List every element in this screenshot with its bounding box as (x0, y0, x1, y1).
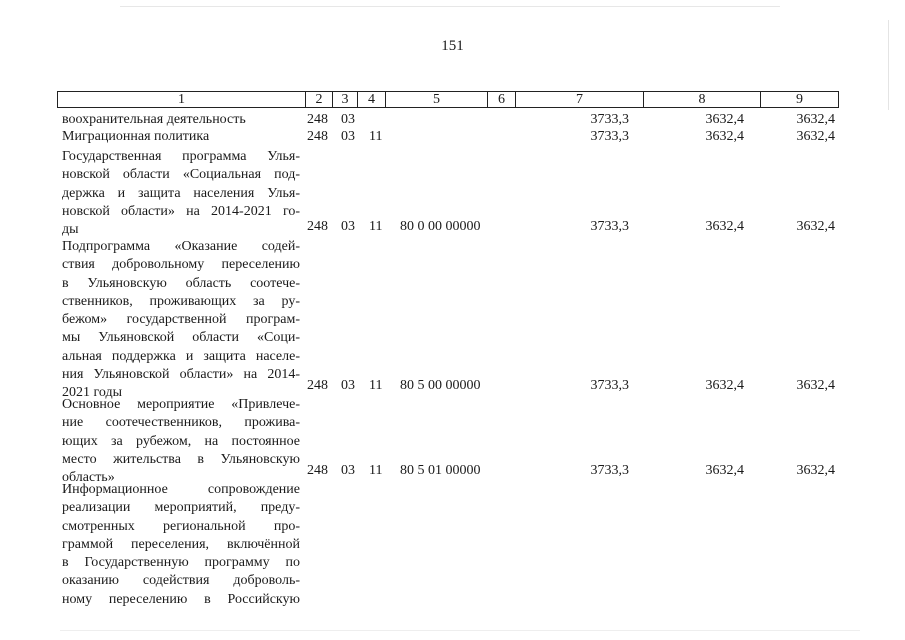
cell-col5: 80 5 00 00000 (400, 378, 481, 393)
cell-col8: 3632,4 (705, 112, 744, 127)
cell-col2: 248 (307, 463, 328, 478)
description-line: место жительства в Ульяновскую (62, 451, 300, 467)
column-header-2: 2 (306, 92, 333, 108)
column-header-6: 6 (488, 92, 516, 108)
scan-artifact (60, 630, 860, 631)
cell-col9: 3632,4 (796, 129, 835, 144)
scan-artifact (888, 20, 889, 110)
row-description (62, 238, 300, 403)
cell-col2: 248 (307, 378, 328, 393)
column-header-5: 5 (386, 92, 488, 108)
cell-col9: 3632,4 (796, 378, 835, 393)
description-line: новской области «Социальная под- (62, 167, 300, 183)
cell-col8: 3632,4 (705, 463, 744, 478)
cell-col3: 03 (341, 219, 355, 234)
cell-col2: 248 (307, 219, 328, 234)
description-line: Миграционная политика (62, 129, 210, 144)
description-line: ды (62, 222, 79, 238)
row-description (62, 128, 300, 146)
description-line: держка и защита населения Улья- (62, 185, 300, 201)
description-line: ствия добровольному переселению (62, 257, 300, 273)
cell-col4: 11 (369, 129, 383, 144)
description-line: новской области» на 2014-2021 го- (62, 203, 300, 219)
cell-col2: 248 (307, 129, 328, 144)
column-header-3: 3 (333, 92, 358, 108)
cell-col3: 03 (341, 129, 355, 144)
cell-col5: 80 0 00 00000 (400, 219, 481, 234)
column-header-4: 4 (358, 92, 386, 108)
description-line: воохранительная деятельность (62, 112, 246, 127)
row-description (62, 396, 300, 487)
description-line: в Ульяновскую область соотече- (62, 275, 300, 291)
cell-col9: 3632,4 (796, 463, 835, 478)
cell-col7: 3733,3 (590, 112, 629, 127)
column-header-9: 9 (761, 92, 839, 108)
cell-col4: 11 (369, 463, 383, 478)
description-line: мы Ульяновской области «Соци- (62, 330, 300, 346)
page-number: 151 (441, 38, 464, 54)
cell-col7: 3733,3 (590, 463, 629, 478)
description-line: альная поддержка и защита населе- (62, 348, 300, 364)
description-line: оказанию содействия доброволь- (62, 573, 300, 589)
description-line: бежом» государственной програм- (62, 312, 300, 328)
cell-col3: 03 (341, 378, 355, 393)
column-header-8: 8 (644, 92, 761, 108)
row-description (62, 111, 300, 129)
description-line: реализации мероприятий, преду- (62, 500, 300, 516)
scan-artifact (120, 6, 780, 7)
description-line: Государственная программа Улья- (62, 149, 300, 164)
description-line: ние соотечественников, прожива- (62, 415, 300, 431)
description-line: Основное мероприятие «Привлече- (62, 397, 300, 412)
description-line: Информационное сопровождение (62, 482, 300, 497)
cell-col9: 3632,4 (796, 219, 835, 234)
cell-col8: 3632,4 (705, 378, 744, 393)
column-header-1: 1 (58, 92, 306, 108)
cell-col5: 80 5 01 00000 (400, 463, 481, 478)
description-line: область» (62, 470, 115, 486)
cell-col2: 248 (307, 112, 328, 127)
cell-col4: 11 (369, 219, 383, 234)
cell-col7: 3733,3 (590, 378, 629, 393)
row-description (62, 481, 300, 609)
description-line: Подпрограмма «Оказание содей- (62, 239, 300, 254)
description-line: граммой переселения, включённой (62, 536, 300, 552)
cell-col7: 3733,3 (590, 219, 629, 234)
row-description (62, 148, 300, 239)
cell-col3: 03 (341, 112, 355, 127)
cell-col9: 3632,4 (796, 112, 835, 127)
cell-col8: 3632,4 (705, 219, 744, 234)
column-header-7: 7 (516, 92, 644, 108)
description-line: ния Ульяновской области» на 2014- (62, 367, 300, 383)
cell-col3: 03 (341, 463, 355, 478)
description-line: ющих за рубежом, на постоянное (62, 433, 300, 449)
description-line: ственников, проживающих за ру- (62, 293, 300, 309)
description-line: смотренных региональной про- (62, 518, 300, 534)
cell-col7: 3733,3 (590, 129, 629, 144)
description-line: в Государственную программу по (62, 555, 300, 571)
column-header-table (57, 91, 839, 108)
description-line: 2021 годы (62, 385, 123, 401)
cell-col8: 3632,4 (705, 129, 744, 144)
description-line: ному переселению в Российскую (62, 591, 300, 607)
cell-col4: 11 (369, 378, 383, 393)
